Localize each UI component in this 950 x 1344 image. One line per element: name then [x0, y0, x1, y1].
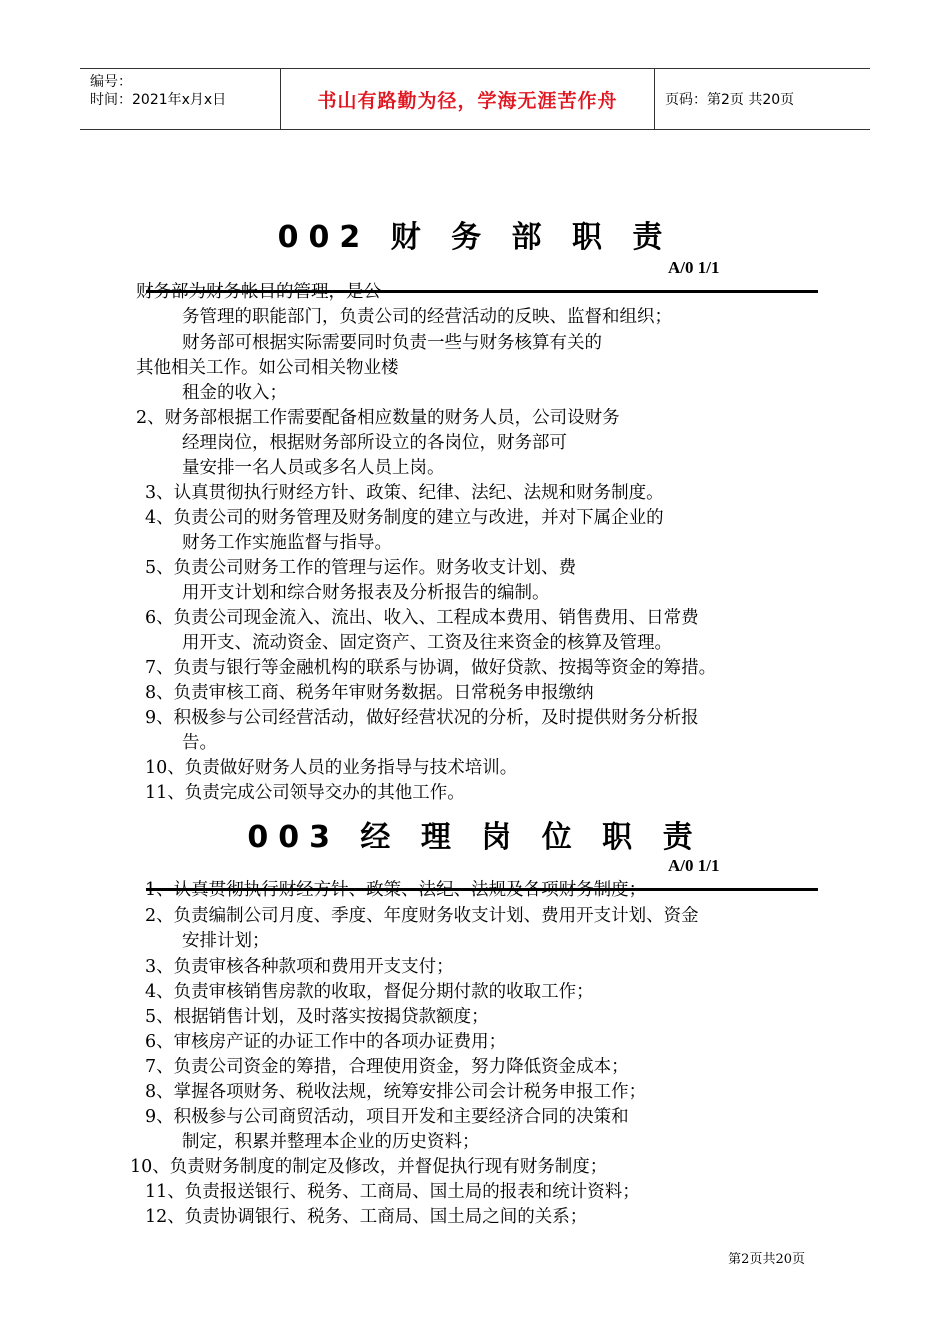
s2-line-12: 10、负责财务制度的制定及修改，并督促执行现有财务制度； [130, 1157, 608, 1177]
s1-line-12: 5、负责公司财务工作的管理与运作。财务收支计划、费 [145, 558, 577, 578]
s1-line-18: 9、积极参与公司经营活动，做好经营状况的分析，及时提供财务分析报 [145, 708, 699, 728]
s1-line-1: 财务部为财务帐目的管理，是公 [136, 282, 381, 302]
page-info: 页码：第2页 共20页 [665, 92, 795, 108]
header-table [80, 68, 870, 130]
s1-line-4: 其他相关工作。如公司相关物业楼 [136, 358, 399, 378]
section2-title: 003 经 理 岗 位 职 责 [247, 820, 703, 855]
header-meta-cell [80, 69, 281, 129]
s2-line-5: 4、负责审核销售房款的收取，督促分期付款的收取工作； [145, 982, 594, 1002]
s2-line-4: 3、负责审核各种款项和费用开支支付； [145, 957, 454, 977]
s2-line-3: 安排计划； [182, 931, 270, 951]
s1-line-5: 租金的收入； [182, 383, 287, 403]
s1-line-9: 3、认真贯彻执行财经方针、政策、纪律、法纪、法规和财务制度。 [145, 483, 664, 503]
number-label: 编号： [90, 74, 132, 90]
s1-line-7: 经理岗位，根据财务部所设立的各岗位，财务部可 [182, 433, 567, 453]
s1-line-20: 10、负责做好财务人员的业务指导与技术培训。 [145, 758, 518, 778]
s1-line-6: 2、财务部根据工作需要配备相应数量的财务人员，公司设财务 [136, 408, 620, 428]
s1-line-2: 务管理的职能部门，负责公司的经营活动的反映、监督和组织； [182, 307, 672, 327]
s2-line-2: 2、负责编制公司月度、季度、年度财务收支计划、费用开支计划、资金 [145, 906, 699, 926]
s2-line-6: 5、根据销售计划，及时落实按揭贷款额度； [145, 1007, 489, 1027]
s2-line-7: 6、审核房产证的办证工作中的各项办证费用； [145, 1032, 507, 1052]
s1-line-8: 量安排一名人员或多名人员上岗。 [182, 458, 445, 478]
s2-line-13: 11、负责报送银行、税务、工商局、国土局的报表和统计资料； [145, 1182, 640, 1202]
s2-line-11: 制定，积累并整理本企业的历史资料； [182, 1132, 480, 1152]
s1-line-16: 7、负责与银行等金融机构的联系与协调，做好贷款、按揭等资金的筹措。 [145, 658, 717, 678]
s1-line-21: 11、负责完成公司领导交办的其他工作。 [145, 783, 465, 803]
s1-line-3: 财务部可根据实际需要同时负责一些与财务核算有关的 [182, 333, 602, 353]
s1-line-11: 财务工作实施监督与指导。 [182, 533, 392, 553]
section1-version: A/0 1/1 [668, 258, 720, 277]
motto: 书山有路勤为径，学海无涯苦作舟 [281, 69, 655, 129]
s1-line-10: 4、负责公司的财务管理及财务制度的建立与改进，并对下属企业的 [145, 508, 664, 528]
s2-line-10: 9、积极参与公司商贸活动，项目开发和主要经济合同的决策和 [145, 1107, 629, 1127]
s1-line-13: 用开支计划和综合财务报表及分析报告的编制。 [182, 583, 550, 603]
s1-line-17: 8、负责审核工商、税务年审财务数据。日常税务申报缴纳 [145, 683, 594, 703]
date-label: 时间：2021年x月x日 [90, 92, 227, 108]
s2-line-1: 1、认真贯彻执行财经方针、政策、法纪、法规及各项财务制度； [145, 880, 647, 900]
s2-line-9: 8、掌握各项财务、税收法规，统筹安排公司会计税务申报工作； [145, 1082, 647, 1102]
section1-title: 002 财 务 部 职 责 [277, 220, 673, 255]
s1-line-14: 6、负责公司现金流入、流出、收入、工程成本费用、销售费用、日常费 [145, 608, 699, 628]
s1-line-19: 告。 [182, 733, 217, 753]
s2-line-8: 7、负责公司资金的筹措，合理使用资金，努力降低资金成本； [145, 1057, 629, 1077]
s1-line-15: 用开支、流动资金、固定资产、工资及往来资金的核算及管理。 [182, 633, 672, 653]
section2-version: A/0 1/1 [668, 856, 720, 875]
s2-line-14: 12、负责协调银行、税务、工商局、国土局之间的关系； [145, 1207, 588, 1227]
page-footer: 第2页共20页 [728, 1252, 805, 1267]
